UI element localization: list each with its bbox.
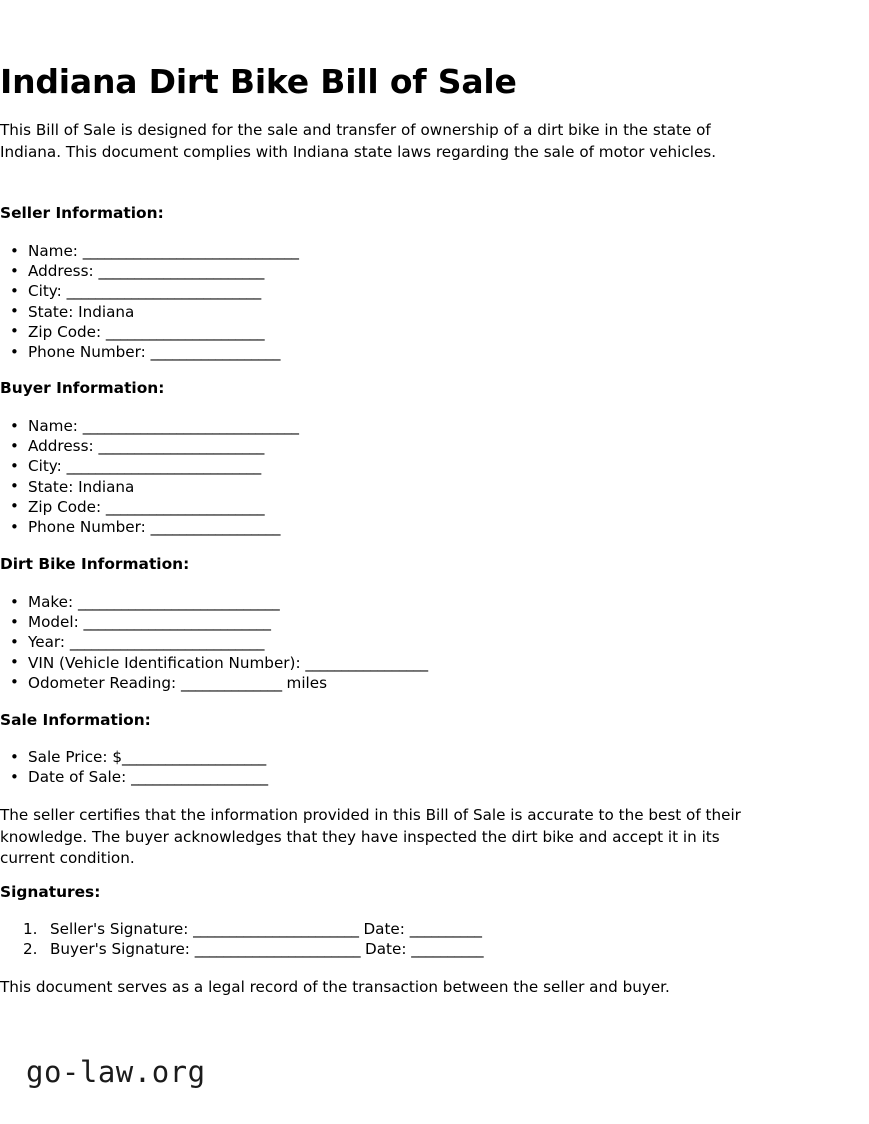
bike-heading-block	[0, 554, 772, 574]
field-value: Indiana	[78, 302, 135, 321]
date-line[interactable]: __________	[409, 920, 482, 938]
list-item	[0, 747, 772, 767]
date-label: Date:	[363, 920, 405, 938]
field-line[interactable]: _______________________	[98, 262, 264, 281]
seller-field-list	[0, 241, 772, 362]
list-item	[0, 241, 772, 261]
list-item	[0, 261, 772, 281]
list-item	[0, 322, 772, 342]
site-logo: go-law.org	[26, 1055, 206, 1089]
field-line[interactable]: ___________________________	[66, 282, 261, 301]
field-label: Phone Number:	[28, 518, 146, 537]
intro-block	[0, 120, 772, 163]
signatures-heading-block	[0, 882, 772, 902]
field-line[interactable]: __________________	[150, 343, 281, 362]
certification-paragraph: The seller certifies that the information provided in this Bill of Sale is accurate to the best of their knowledge. The buyer acknowledges that they have inspected the dirt bike and accept it in its current condition.	[0, 806, 741, 867]
seller-fields-block	[0, 241, 772, 362]
list-item	[0, 653, 772, 673]
field-label: Model:	[28, 613, 79, 632]
field-line[interactable]: ___________________________	[69, 633, 265, 652]
list-item	[0, 592, 772, 612]
field-label: Zip Code:	[28, 322, 102, 341]
field-label: City:	[28, 457, 62, 476]
page-title: Indiana Dirt Bike Bill of Sale	[0, 62, 517, 101]
field-label: Address:	[28, 262, 94, 281]
signature-label: Buyer's Signature:	[50, 940, 190, 959]
buyer-section-heading: Buyer Information:	[0, 379, 165, 397]
date-line[interactable]: __________	[411, 940, 484, 959]
list-item	[0, 673, 772, 693]
sale-field-list	[0, 747, 772, 787]
sale-fields-block	[0, 747, 772, 787]
signature-line[interactable]: _______________________	[194, 940, 361, 959]
buyer-fields-block	[0, 416, 772, 537]
field-label: Year:	[28, 633, 66, 652]
field-label: Make:	[28, 593, 74, 611]
field-label: Sale Price: $	[28, 748, 122, 766]
field-label: VIN (Vehicle Identification Number):	[28, 653, 301, 672]
field-line[interactable]: ______________	[181, 673, 282, 692]
list-item	[22, 939, 794, 959]
intro-paragraph: This Bill of Sale is designed for the sale and transfer of ownership of a dirt bike in the state of Indiana. This document complies with Indiana state laws regarding the sale of motor vehicles.	[0, 121, 717, 161]
buyer-field-list	[0, 416, 772, 537]
signature-list	[22, 919, 794, 959]
signature-label: Seller's Signature:	[50, 920, 189, 938]
seller-heading-block	[0, 203, 772, 223]
closing-block	[0, 977, 772, 999]
list-item	[0, 477, 772, 497]
field-line[interactable]: _________________	[305, 653, 428, 672]
sale-heading-block	[0, 710, 772, 730]
signatures-section-heading: Signatures:	[0, 883, 101, 901]
list-item	[0, 767, 772, 787]
bike-field-list	[0, 592, 772, 693]
list-item	[0, 497, 772, 517]
field-line[interactable]: ______________________________	[82, 417, 299, 435]
list-item	[0, 456, 772, 476]
certification-block	[0, 805, 772, 870]
list-item	[0, 281, 772, 301]
list-item	[0, 416, 772, 436]
field-line[interactable]: __________________	[150, 518, 281, 537]
signatures-list-block	[22, 919, 794, 959]
sale-section-heading: Sale Information:	[0, 711, 151, 729]
field-line[interactable]: __________________________	[83, 613, 271, 632]
signature-line[interactable]: _______________________	[193, 920, 359, 938]
list-item	[0, 632, 772, 652]
closing-paragraph: This document serves as a legal record of the transaction between the seller and buyer.	[0, 978, 670, 996]
seller-section-heading: Seller Information:	[0, 204, 164, 222]
field-line[interactable]: ___________________	[131, 768, 268, 787]
field-label: Zip Code:	[28, 497, 102, 516]
field-line[interactable]: ____________________________	[77, 593, 280, 611]
buyer-heading-block	[0, 378, 772, 398]
field-suffix: miles	[286, 673, 328, 692]
field-label: Name:	[28, 417, 78, 435]
field-label: Odometer Reading:	[28, 673, 177, 692]
field-label: Phone Number:	[28, 343, 146, 362]
date-label: Date:	[365, 940, 407, 959]
list-item	[22, 919, 794, 939]
list-item	[0, 517, 772, 537]
field-line[interactable]: _______________________	[98, 437, 264, 456]
field-label: State:	[28, 302, 74, 321]
list-item	[0, 302, 772, 322]
field-line[interactable]: ___________________________	[66, 457, 261, 476]
bike-section-heading: Dirt Bike Information:	[0, 555, 190, 573]
field-label: Date of Sale:	[28, 768, 127, 787]
field-label: Address:	[28, 437, 94, 456]
bike-fields-block	[0, 592, 772, 693]
list-item	[0, 612, 772, 632]
field-label: Name:	[28, 242, 78, 260]
field-label: State:	[28, 477, 74, 496]
field-line[interactable]: ______________________	[105, 322, 265, 341]
field-line[interactable]: ____________________	[122, 748, 266, 766]
field-line[interactable]: ______________________________	[82, 242, 299, 260]
field-value: Indiana	[78, 477, 135, 496]
list-item	[0, 436, 772, 456]
field-label: City:	[28, 282, 62, 301]
list-item	[0, 342, 772, 362]
field-line[interactable]: ______________________	[105, 497, 265, 516]
